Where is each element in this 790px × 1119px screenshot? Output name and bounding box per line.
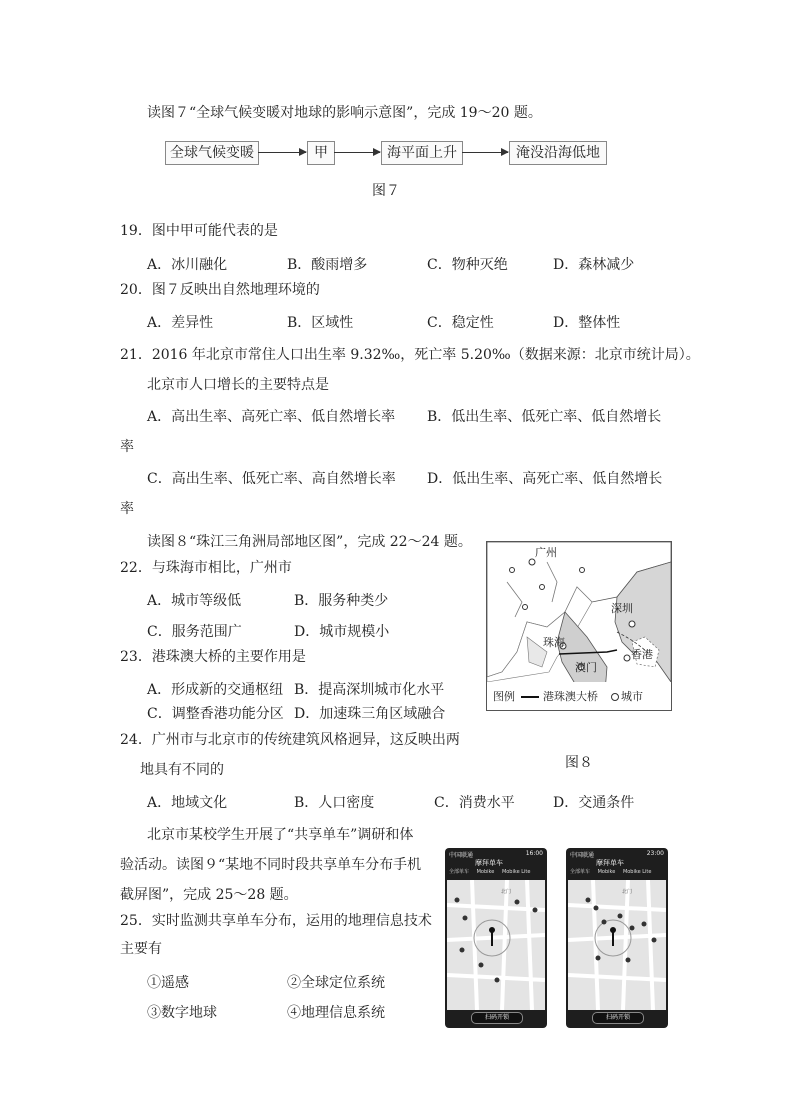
q23-option-c: C．调整香港功能分区 <box>147 706 284 722</box>
q19-option-c: C．物种灭绝 <box>427 257 508 273</box>
q24-stem: 24．广州市与北京市的传统建筑风格迥异，这反映出两 <box>120 732 460 748</box>
pearl-river-delta-map <box>486 541 672 711</box>
flow-box-jia: 甲 <box>307 141 335 165</box>
phone-map <box>447 880 545 1010</box>
intro-fig9-line3: 截屏图”，完成 25～28 题。 <box>120 887 298 903</box>
q21-stem-2: 北京市人口增长的主要特点是 <box>147 377 329 393</box>
q22-option-d: D．城市规模小 <box>294 624 390 640</box>
q21-option-a: A．高出生率、高死亡率、低自然增长率 <box>147 409 396 425</box>
q22-stem: 22．与珠海市相比，广州市 <box>120 560 292 576</box>
q21-option-b-wrap: 率 <box>120 439 134 455</box>
flow-box-warming: 全球气候变暖 <box>165 141 259 165</box>
q20-stem: 20．图７反映出自然地理环境的 <box>120 282 320 298</box>
q20-option-b: B．区域性 <box>287 315 354 331</box>
q25-option-4: ④地理信息系统 <box>287 1005 385 1021</box>
phone-scan-button[interactable]: 扫码开锁 <box>592 1012 644 1024</box>
phone-tab-lite[interactable]: Mobike Lite <box>501 869 531 875</box>
phone-carrier: 中国联通 <box>449 852 474 859</box>
phone-tab-all[interactable]: 全部单车 <box>570 869 591 875</box>
phone-scan-button[interactable]: 扫码开锁 <box>471 1012 523 1024</box>
legend-bridge: 港珠澳大桥 <box>543 690 598 703</box>
q20-option-d: D．整体性 <box>553 315 621 331</box>
phone-map <box>568 880 666 1010</box>
intro-fig8: 读图８“珠江三角洲局部地区图”，完成 22～24 题。 <box>147 534 472 550</box>
phone-tabs <box>570 868 664 878</box>
phone-screenshot-day <box>445 848 547 1028</box>
flow-arrow <box>258 152 306 153</box>
phone-tab-mobike[interactable]: Mobike <box>476 869 495 875</box>
q25-stem: 25．实时监测共享单车分布，运用的地理信息技术 <box>120 913 432 929</box>
intro-fig9-line1: 北京市某校学生开展了“共享单车”调研和体 <box>147 827 414 843</box>
q22-option-a: A．城市等级低 <box>147 593 242 609</box>
intro-fig7: 读图７“全球气候变暖对地球的影响示意图”，完成 19～20 题。 <box>147 105 542 121</box>
q22-option-b: B．服务种类少 <box>294 593 389 609</box>
legend-city: 城市 <box>621 690 643 703</box>
q25-option-1: ①遥感 <box>147 975 189 991</box>
phone-tab-lite[interactable]: Mobike Lite <box>622 869 652 875</box>
city-symbol <box>611 693 619 701</box>
q23-option-d: D．加速珠三角区域融合 <box>294 706 446 722</box>
phone-tabs <box>449 868 543 878</box>
flow-arrow <box>334 152 380 153</box>
q19-option-b: B．酸雨增多 <box>287 257 368 273</box>
phone-app-title: 摩拜单车 <box>475 859 503 867</box>
phone-street-label: 北门 <box>501 889 512 895</box>
map-city-hongkong: 香港 <box>631 648 653 661</box>
q22-option-c: C．服务范围广 <box>147 624 242 640</box>
map-city-macao: 澳门 <box>575 661 597 674</box>
q24-option-c: C．消费水平 <box>434 795 515 811</box>
phone-app-title: 摩拜单车 <box>596 859 624 867</box>
phone-tab-mobike[interactable]: Mobike <box>597 869 616 875</box>
map-city-zhuhai: 珠海 <box>543 636 565 649</box>
q21-option-d: D．低出生率、高死亡率、低自然增长 <box>427 471 663 487</box>
q24-option-d: D．交通条件 <box>553 795 635 811</box>
q24-stem-2: 地具有不同的 <box>140 762 224 778</box>
flow-box-flood: 淹没沿海低地 <box>509 141 607 165</box>
q23-option-b: B．提高深圳城市化水平 <box>294 682 445 698</box>
q23-stem: 23．港珠澳大桥的主要作用是 <box>120 649 306 665</box>
map-city-guangzhou: 广州 <box>535 546 557 559</box>
q21-stem: 21．2016 年北京市常住人口出生率 9.32‰，死亡率 5.20‰（数据来源：北京市统计局）。 <box>120 347 700 363</box>
phone-tab-all[interactable]: 全部单车 <box>449 869 470 875</box>
q20-option-c: C．稳定性 <box>427 315 494 331</box>
intro-fig9-line2: 验活动。读图９“某地不同时段共享单车分布手机 <box>120 857 422 873</box>
q25-stem-2: 主要有 <box>120 941 162 957</box>
fig8-caption: 图８ <box>565 755 593 771</box>
flow-box-sea-rise: 海平面上升 <box>381 141 463 165</box>
q19-option-d: D．森林减少 <box>553 257 635 273</box>
flow-arrow <box>462 152 508 153</box>
q23-option-a: A．形成新的交通枢纽 <box>147 682 284 698</box>
q25-option-3: ③数字地球 <box>147 1005 217 1021</box>
q21-option-b: B．低出生率、低死亡率、低自然增长 <box>427 409 662 425</box>
q20-option-a: A．差异性 <box>147 315 214 331</box>
phone-screenshot-night <box>566 848 668 1028</box>
phone-time: 23:00 <box>646 850 664 857</box>
q21-option-c: C．高出生率、低死亡率、高自然增长率 <box>147 471 396 487</box>
phone-carrier: 中国联通 <box>570 852 595 859</box>
q25-option-2: ②全球定位系统 <box>287 975 385 991</box>
q21-option-d-wrap: 率 <box>120 501 134 517</box>
map-city-shenzhen: 深圳 <box>611 602 633 615</box>
q19-stem: 19．图中甲可能代表的是 <box>120 223 278 239</box>
phone-street-label: 北门 <box>622 889 633 895</box>
q24-option-b: B．人口密度 <box>294 795 375 811</box>
q24-option-a: A．地域文化 <box>147 795 228 811</box>
phone-time: 16:00 <box>525 850 543 857</box>
bridge-symbol <box>521 696 539 698</box>
q19-option-a: A．冰川融化 <box>147 257 228 273</box>
legend-label: 图例 <box>493 690 515 703</box>
fig7-caption: 图７ <box>372 183 400 199</box>
map-legend <box>487 682 671 711</box>
